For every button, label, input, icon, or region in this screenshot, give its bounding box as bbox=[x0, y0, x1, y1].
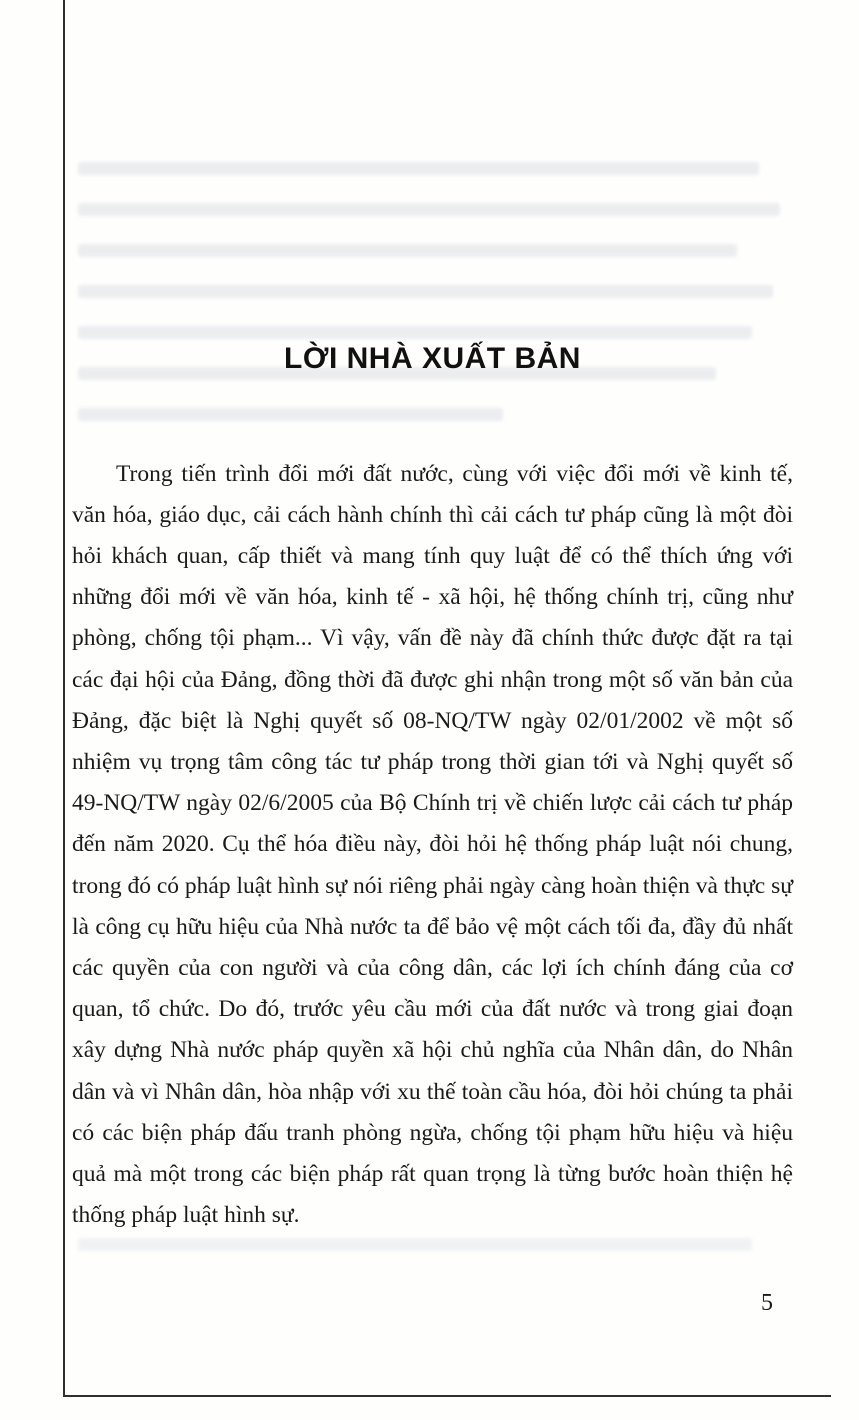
left-frame-rule bbox=[63, 0, 65, 1397]
page-bleed-through-bottom bbox=[78, 1238, 787, 1279]
bleed-line bbox=[78, 203, 780, 216]
bleed-line bbox=[78, 244, 737, 257]
page-bleed-through bbox=[78, 162, 787, 449]
bleed-line bbox=[78, 162, 759, 175]
bleed-line bbox=[78, 326, 752, 339]
bottom-frame-rule bbox=[63, 1395, 831, 1397]
chapter-title: LỜI NHÀ XUẤT BẢN bbox=[284, 342, 581, 376]
bleed-line bbox=[78, 1238, 752, 1251]
body-paragraph: Trong tiến trình đổi mới đất nước, cùng với việc đổi mới về kinh tế, văn hóa, giáo dục, cải cách hành chính thì cải cách tư pháp cũng là một đòi hỏi khách quan, cấp thiết và mang tính quy luật để có thể thích ứng với những đổi mới về văn hóa, kinh tế - xã hội, hệ thống chính trị, cũng như phòng, chống tội phạm... Vì vậy, vấn đề này đã chính thức được đặt ra tại các đại hội của Đảng, đồng thời đã được ghi nhận trong một số văn bản của Đảng, đặc biệt là Nghị quyết số 08-NQ/TW ngày 02/01/2002 về một số nhiệm vụ trọng tâm công tác tư pháp trong thời gian tới và Nghị quyết số 49-NQ/TW ngày 02/6/2005 của Bộ Chính trị về chiến lược cải cách tư pháp đến năm 2020. Cụ thể hóa điều này, đòi hỏi hệ thống pháp luật nói chung, trong đó có pháp luật hình sự nói riêng phải ngày càng hoàn thiện và thực sự là công cụ hữu hiệu của Nhà nước ta để bảo vệ một cách tối đa, đầy đủ nhất các quyền của con người và của công dân, các lợi ích chính đáng của cơ quan, tổ chức. Do đó, trước yêu cầu mới của đất nước và trong giai đoạn xây dựng Nhà nước pháp quyền xã hội chủ nghĩa của Nhân dân, do Nhân dân và vì Nhân dân, hòa nhập với xu thế toàn cầu hóa, đòi hỏi chúng ta phải có các biện pháp đấu tranh phòng ngừa, chống tội phạm hữu hiệu và hiệu quả mà một trong các biện pháp rất quan trọng là từng bước hoàn thiện hệ thống pháp luật hình sự. bbox=[72, 460, 793, 1229]
page-number: 5 bbox=[761, 1290, 773, 1316]
bleed-line bbox=[78, 285, 773, 298]
bleed-line bbox=[78, 408, 503, 421]
